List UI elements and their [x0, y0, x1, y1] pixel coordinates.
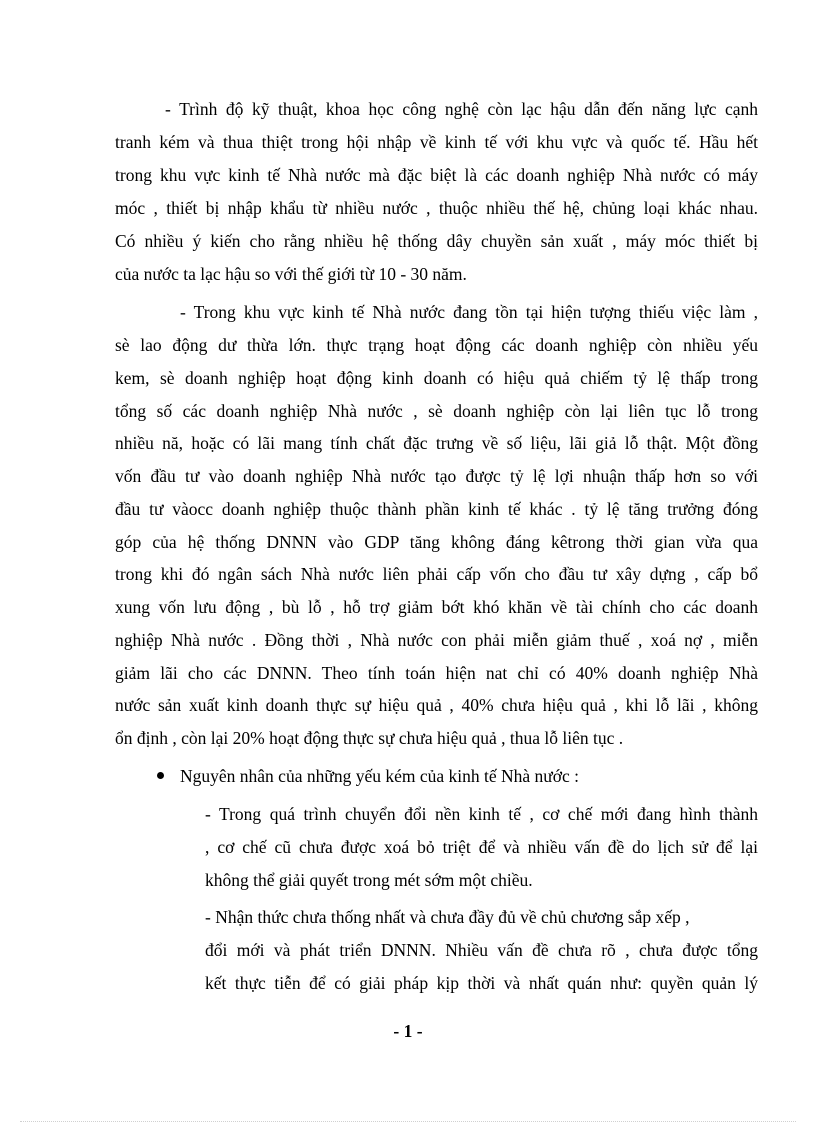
paragraph-1-line-5: Có nhiều ý kiến cho rằng nhiều hệ thống dây chuyền sản xuất , máy móc thiết bị [115, 231, 758, 251]
paragraph-2-line-1: - Trong khu vực kinh tế Nhà nước đang tồn tại hiện tượng thiếu việc làm , [180, 302, 758, 322]
paragraph-2-line-5: nhiều nă, hoặc có lãi mang tính chất đặc trưng về số liệu, lãi giả lỗ thật. Một đồng [115, 433, 758, 453]
paragraph-2-line-11: nghiệp Nhà nước . Đồng thời , Nhà nước con phải miễn giảm thuế , xoá nợ , miễn [115, 630, 758, 650]
paragraph-1-line-3: trong khu vực kinh tế Nhà nước mà đặc biệt là các doanh nghiệp Nhà nước có máy [115, 165, 758, 185]
cause-1-line-3: không thể giải quyết trong mét sớm một chiều. [205, 870, 533, 890]
page-bottom-rule [20, 1121, 796, 1122]
bullet-dot-icon [157, 772, 164, 779]
page-number: - 1 - [393, 1021, 423, 1041]
paragraph-2-line-13: nước sản xuất kinh doanh thực sự hiệu quả , 40% chưa hiệu quả , khi lỗ lãi , không [115, 695, 758, 715]
paragraph-2-line-7: đầu tư vàocc doanh nghiệp thuộc thành phần kinh tế khác . tỷ lệ tăng trưởng đóng [115, 499, 758, 519]
cause-2-line-1: - Nhận thức chưa thống nhất và chưa đầy đủ về chủ chương sắp xếp , [205, 907, 690, 927]
paragraph-2-line-8: góp của hệ thống DNNN vào GDP tăng không đáng kêtrong thời gian vừa qua [115, 532, 758, 552]
paragraph-1-line-4: móc , thiết bị nhập khẩu từ nhiều nước , thuộc nhiều thế hệ, chủng loại khác nhau. [115, 198, 758, 218]
cause-2-line-2: đổi mới và phát triển DNNN. Nhiều vấn đề chưa rõ , chưa được tổng [205, 940, 758, 960]
paragraph-2-line-3: kem, sè doanh nghiệp hoạt động kinh doanh có hiệu quả chiếm tỷ lệ thấp trong [115, 368, 758, 388]
paragraph-2-line-4: tổng số các doanh nghiệp Nhà nước , sè doanh nghiệp còn lại liên tục lỗ trong [115, 401, 758, 421]
paragraph-2-line-12: giảm lãi cho các DNNN. Theo tính toán hiện nat chỉ có 40% doanh nghiệp Nhà [115, 663, 758, 683]
paragraph-2-line-2: sè lao động dư thừa lớn. thực trạng hoạt động các doanh nghiệp còn nhiều yếu [115, 335, 758, 355]
paragraph-1-line-2: tranh kém và thua thiệt trong hội nhập về kinh tế với khu vực và quốc tế. Hầu hết [115, 132, 758, 152]
bullet-heading: Nguyên nhân của những yếu kém của kinh tế Nhà nước : [180, 766, 580, 786]
paragraph-2-line-6: vốn đầu tư vào doanh nghiệp Nhà nước tạo được tỷ lệ lợi nhuận thấp hơn so với [115, 466, 758, 486]
cause-2-line-3: kết thực tiễn để có giải pháp kịp thời và nhất quán như: quyền quản lý [205, 973, 758, 993]
paragraph-2-line-10: xung vốn lưu động , bù lỗ , hỗ trợ giảm bớt khó khăn về tài chính cho các doanh [115, 597, 758, 617]
paragraph-1-line-1: - Trình độ kỹ thuật, khoa học công nghệ còn lạc hậu dẫn đến năng lực cạnh [165, 99, 758, 119]
paragraph-1-line-6: của nước ta lạc hậu so với thế giới từ 10 - 30 năm. [115, 264, 467, 284]
cause-1-line-2: , cơ chế cũ chưa được xoá bỏ triệt để và nhiều vấn đề do lịch sử để lại [205, 837, 758, 857]
cause-1-line-1: - Trong quá trình chuyển đổi nền kinh tế , cơ chế mới đang hình thành [205, 804, 758, 824]
paragraph-2-line-14: ổn định , còn lại 20% hoạt động thực sự chưa hiệu quả , thua lỗ liên tục . [115, 728, 624, 748]
paragraph-2-line-9: trong khi đó ngân sách Nhà nước liên phải cấp vốn cho đầu tư xây dựng , cấp bổ [115, 564, 758, 584]
